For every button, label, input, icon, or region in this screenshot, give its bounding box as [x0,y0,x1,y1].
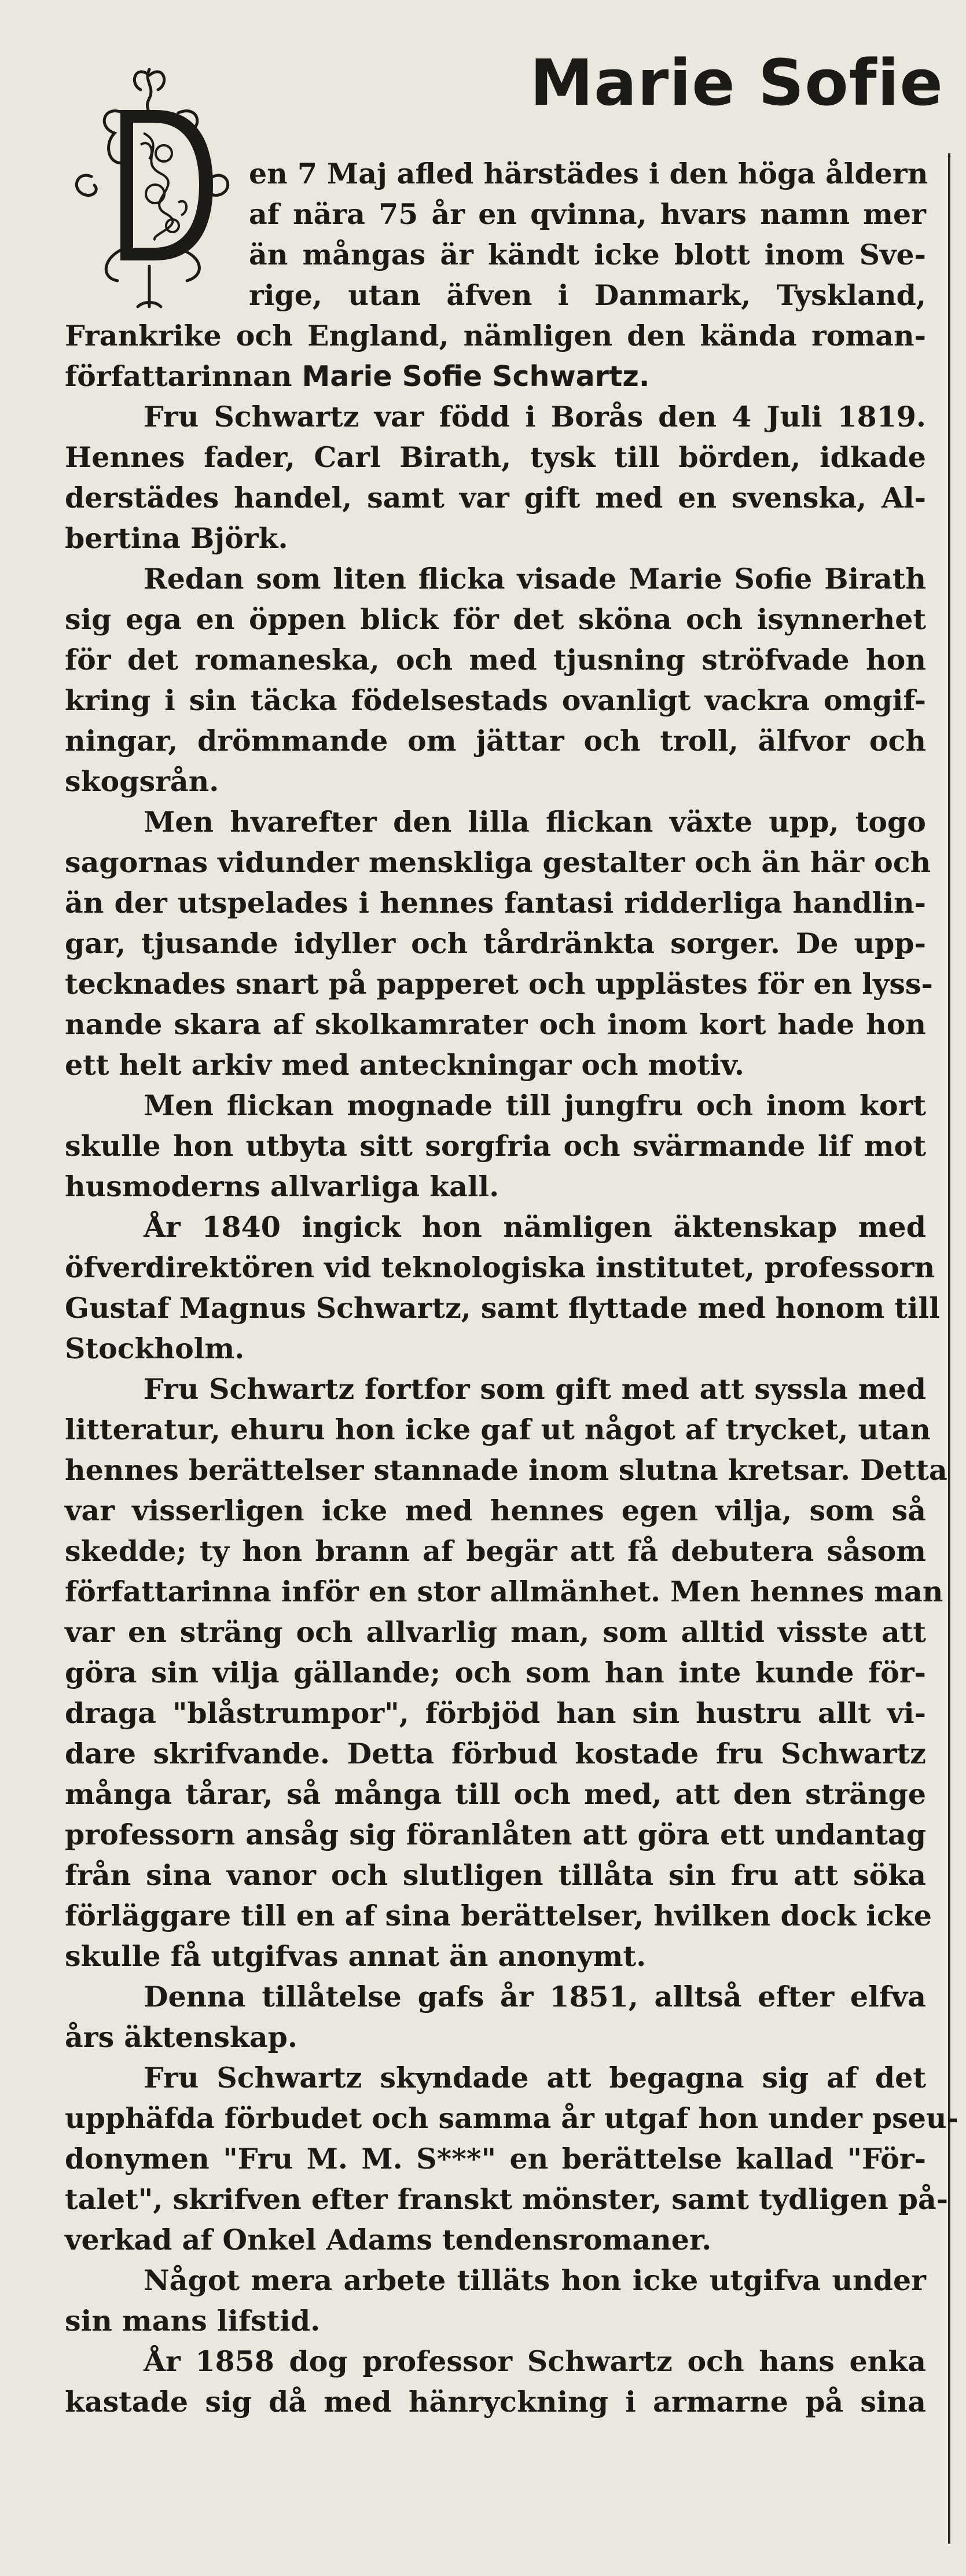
text-line [65,1530,926,1572]
text-line-content: från sina vanor och slutligen tillåta sin fru att söka [65,1858,926,1892]
text-line [65,2016,297,2058]
text-line [65,1490,926,1531]
text-line-content: Men flickan mognade till jungfru och inom kort [144,1089,926,1122]
text-line [65,1044,744,1086]
text-line [65,598,926,640]
text-line-content: bertina Björk. [65,521,288,555]
text-line-content: än der utspelades i hennes fantasi ridderliga handlin- [65,886,926,920]
text-line [65,1611,926,1653]
text-line-content: skulle få utgifvas annat än anonymt. [65,1939,647,1973]
text-line [144,2057,926,2099]
text-line [144,2340,926,2382]
text-line-content: sagornas vidunder menskliga gestalter och än här och [65,846,931,879]
text-line [65,2138,926,2180]
text-line [65,1733,926,1774]
text-line-content: dare skrifvande. Detta förbud kostade fru Schwartz [65,1737,926,1770]
text-line-content: År 1840 ingick hon nämligen äktenskap med [144,1210,926,1244]
text-line [65,1125,926,1167]
text-line-content: var visserligen icke med hennes egen vilja, som så [65,1494,926,1527]
text-line-content: var en sträng och allvarlig man, som alltid visste att [65,1615,926,1649]
text-line [144,558,926,600]
text-line [65,923,926,964]
text-line [65,2219,712,2261]
text-line-content: Redan som liten flicka visade Marie Sofie Birath [144,562,926,596]
text-line-content: draga "blåstrumpor", förbjöd han sin hustru allt vi- [65,1696,926,1730]
text-line-content: göra sin vilja gällande; och som han inte kunde för- [65,1656,926,1689]
text-line-content: derstädes handel, samt var gift med en svenska, Al- [65,481,926,515]
text-line [65,436,926,478]
ornamental-initial-d-icon [68,58,236,313]
text-line [249,234,926,275]
text-line [65,1449,947,1491]
text-line-content: sig ega en öppen blick för det sköna och isynnerhet [65,602,926,636]
text-line-content: kastade sig då med hänryckning i armarne på sina [65,2385,926,2419]
text-line [65,720,926,762]
text-line [144,2259,926,2301]
column-rule [948,153,950,2544]
text-line [65,1652,926,1693]
text-line-content: än mångas är kändt icke blott inom Sve- [249,238,926,271]
text-line-content: Denna tillåtelse gafs år 1851, alltså efter elfva [144,1980,926,2013]
text-line [144,396,926,438]
text-line-content: talet", skrifven efter franskt mönster, samt tydligen på- [65,2182,949,2216]
text-line [65,2300,321,2342]
text-line-content: Något mera arbete tilläts hon icke utgifva under [144,2263,926,2297]
text-line-content: skedde; ty hon brann af begär att få debutera såsom [65,1534,926,1568]
text-line-content: litteratur, ehuru hon icke gaf ut något af trycket, utan [65,1413,931,1446]
text-line [65,477,926,519]
text-line [65,882,926,924]
text-line-content: författarinna inför en stor allmänhet. Men hennes man [65,1575,943,1608]
text-line-content: kring i sin täcka födelsestads ovanligt vackra omgif- [65,683,926,717]
text-line-content: donymen "Fru M. M. S***" en berättelse kallad "För- [65,2142,926,2176]
text-line [65,517,307,559]
text-line-content: verkad af Onkel Adams tendensromaner. [65,2223,712,2257]
text-line-content: hennes berättelser stannade inom slutna kretsar. Detta [65,1453,947,1487]
text-line [65,1571,943,1612]
text-line [65,1814,926,1855]
text-line [65,1166,532,1207]
text-line-content: många tårar, så många till och med, att den stränge [65,1777,926,1811]
text-line-content: af nära 75 år en qvinna, hvars namn mer [249,197,926,231]
text-line-content: skulle hon utbyta sitt sorgfria och svärmande lif mot [65,1129,926,1163]
text-line-content: års äktenskap. [65,2020,297,2054]
text-line-content: Gustaf Magnus Schwartz, samt flyttade med honom till [65,1291,940,1325]
text-line [144,801,926,843]
article-title: Marie Sofie [530,46,943,120]
text-line-content: en 7 Maj afled härstädes i den höga åldern [249,157,928,190]
text-line [65,1935,648,1977]
text-line-content: Fru Schwartz var född i Borås den 4 Juli 1819. [144,400,926,433]
text-line-content: förläggare till en af sina berättelser, hvilken dock icke [65,1899,932,1932]
text-line [65,1692,926,1734]
text-line [65,760,232,802]
text-line [65,2097,958,2139]
text-line-content: upphäfda förbudet och samma år utgaf hon under pseu- [65,2101,958,2135]
text-line-content: rige, utan äfven i Danmark, Tyskland, [249,278,926,312]
text-line [65,2381,926,2423]
text-line-content: gar, tjusande idyller och tårdränkta sorger. De upp- [65,927,926,960]
text-line [144,1206,926,1248]
text-line [65,639,926,681]
text-line [249,153,926,194]
text-line-content: författarinnan [65,359,292,393]
text-line [65,355,650,397]
text-line-content: Men hvarefter den lilla flickan växte upp, togo [144,805,926,839]
text-line [65,1895,932,1936]
text-line-content: husmoderns allvarliga kall. [65,1170,499,1203]
text-line [144,1085,926,1126]
text-line-content: Frankrike och England, nämligen den kända roman- [65,319,926,352]
text-line [65,1247,935,1288]
author-name: Marie Sofie Schwartz. [302,360,650,393]
text-line [144,1976,926,2018]
text-line-content: ett helt arkiv med anteckningar och motiv. [65,1048,744,1082]
text-line-content: skogsrån. [65,765,219,798]
text-line-content: professorn ansåg sig föranlåten att göra ett undantag [65,1818,926,1851]
text-line-content: Stockholm. [65,1332,245,1365]
text-line [65,315,926,357]
text-line [65,1287,940,1329]
text-line-content: År 1858 dog professor Schwartz och hans enka [144,2345,926,2378]
text-line-content: för det romaneska, och med tjusning ströfvade hon [65,643,926,677]
text-line-content: Fru Schwartz fortfor som gift med att syssla med [144,1372,926,1406]
text-line [249,274,926,316]
text-line [65,1854,926,1896]
text-line [65,2178,949,2220]
text-line-content: ningar, drömmande om jättar och troll, älfvor och [65,724,926,758]
text-line-content: sin mans lifstid. [65,2304,321,2338]
text-line [65,1004,926,1045]
text-line [249,193,926,235]
text-line [144,1368,926,1410]
text-line-content: Fru Schwartz skyndade att begagna sig af det [144,2061,926,2094]
text-line [65,963,933,1005]
text-line [65,841,931,883]
text-line-content: nande skara af skolkamrater och inom kort hade hon [65,1008,926,1041]
text-line [65,1328,243,1369]
text-line [65,1409,931,1450]
text-line-content: Hennes fader, Carl Birath, tysk till börden, idkade [65,440,926,474]
text-line [65,1773,926,1815]
text-line-content: öfverdirektören vid teknologiska institutet, professorn [65,1251,935,1284]
text-line [65,679,926,721]
text-line-content: tecknades snart på papperet och upplästes för en lyss- [65,967,933,1001]
